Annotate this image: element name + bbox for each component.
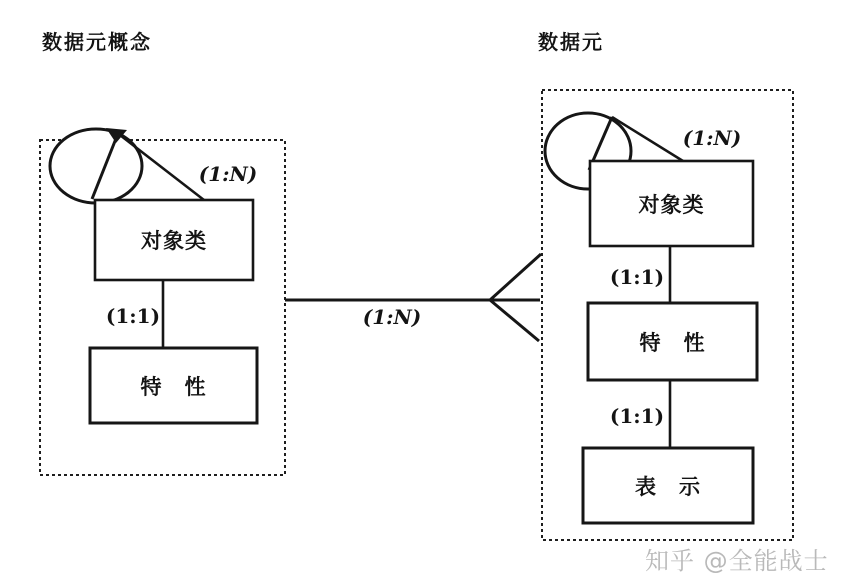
crow-foot-upper-prong bbox=[490, 254, 541, 300]
left-object-class-box bbox=[95, 200, 253, 280]
right-representation-label: 表 示 bbox=[635, 474, 701, 499]
right-characteristic-cardinality: (1:1) bbox=[609, 265, 665, 289]
right-self-link-cardinality: (1:N) bbox=[682, 126, 742, 150]
relation-cardinality: (1:N) bbox=[362, 305, 422, 329]
left-characteristic-box bbox=[90, 348, 257, 423]
left-self-link-cardinality: (1:N) bbox=[198, 162, 258, 186]
zhihu-watermark: 知乎 @全能战士 bbox=[645, 547, 829, 575]
right-characteristic-label: 特 性 bbox=[639, 330, 706, 355]
crow-foot-lower-prong bbox=[490, 300, 539, 341]
right-group-title: 数据元 bbox=[538, 30, 604, 54]
left-characteristic-label: 特 性 bbox=[140, 374, 207, 399]
left-characteristic-cardinality: (1:1) bbox=[105, 304, 161, 328]
right-representation-cardinality: (1:1) bbox=[609, 404, 665, 428]
right-representation-box bbox=[583, 448, 753, 523]
right-object-class-label: 对象类 bbox=[638, 192, 705, 217]
left-group-title: 数据元概念 bbox=[42, 30, 152, 54]
right-object-class-box bbox=[590, 161, 753, 246]
left-object-class-label: 对象类 bbox=[141, 229, 207, 253]
right-characteristic-box bbox=[588, 303, 757, 380]
